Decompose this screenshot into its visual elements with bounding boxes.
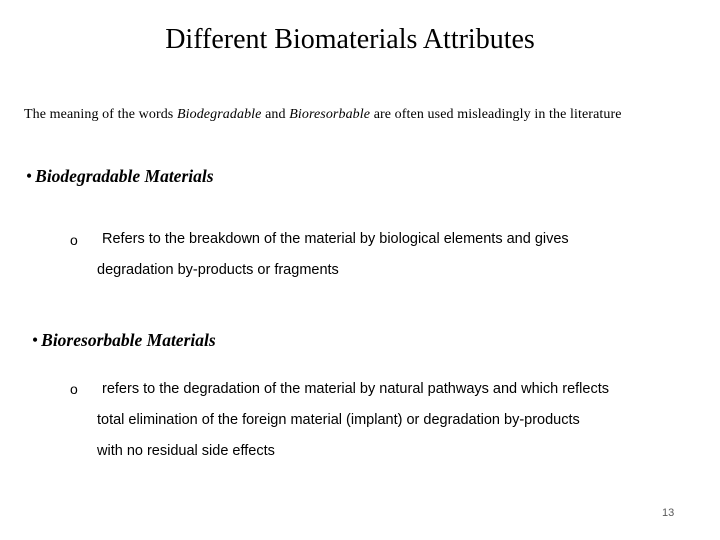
section-heading-biodegradable bbox=[26, 166, 214, 187]
intro-term-bioresorbable: Bioresorbable bbox=[289, 107, 371, 122]
intro-term-biodegradable: Biodegradable bbox=[176, 107, 262, 122]
intro-sentence bbox=[24, 107, 714, 123]
bullet-icon: • bbox=[32, 330, 39, 350]
section-heading-bioresorbable bbox=[32, 330, 216, 351]
section-heading-text: Bioresorbable Materials bbox=[41, 330, 216, 350]
section-body-biodegradable bbox=[97, 224, 697, 286]
intro-text-before: The meaning of the words bbox=[24, 107, 177, 122]
body-line: degradation by-products or fragments bbox=[97, 262, 339, 278]
sub-bullet-icon: o bbox=[70, 232, 78, 248]
body-line: Refers to the breakdown of the material by biological elements and gives bbox=[102, 231, 569, 247]
body-line: with no residual side effects bbox=[97, 443, 275, 459]
body-line: total elimination of the foreign material (implant) or degradation by-products bbox=[97, 412, 580, 428]
section-heading-text: Biodegradable Materials bbox=[35, 166, 214, 186]
bullet-icon: • bbox=[26, 166, 33, 186]
body-line: refers to the degradation of the material by natural pathways and which reflects bbox=[102, 381, 609, 397]
slide-title: Different Biomaterials Attributes bbox=[165, 24, 535, 55]
sub-bullet-icon: o bbox=[70, 381, 78, 397]
page-number: 13 bbox=[662, 507, 675, 519]
section-body-bioresorbable bbox=[97, 374, 697, 467]
intro-text-middle: and bbox=[261, 107, 290, 122]
intro-text-after: are often used misleadingly in the literature bbox=[370, 107, 622, 122]
